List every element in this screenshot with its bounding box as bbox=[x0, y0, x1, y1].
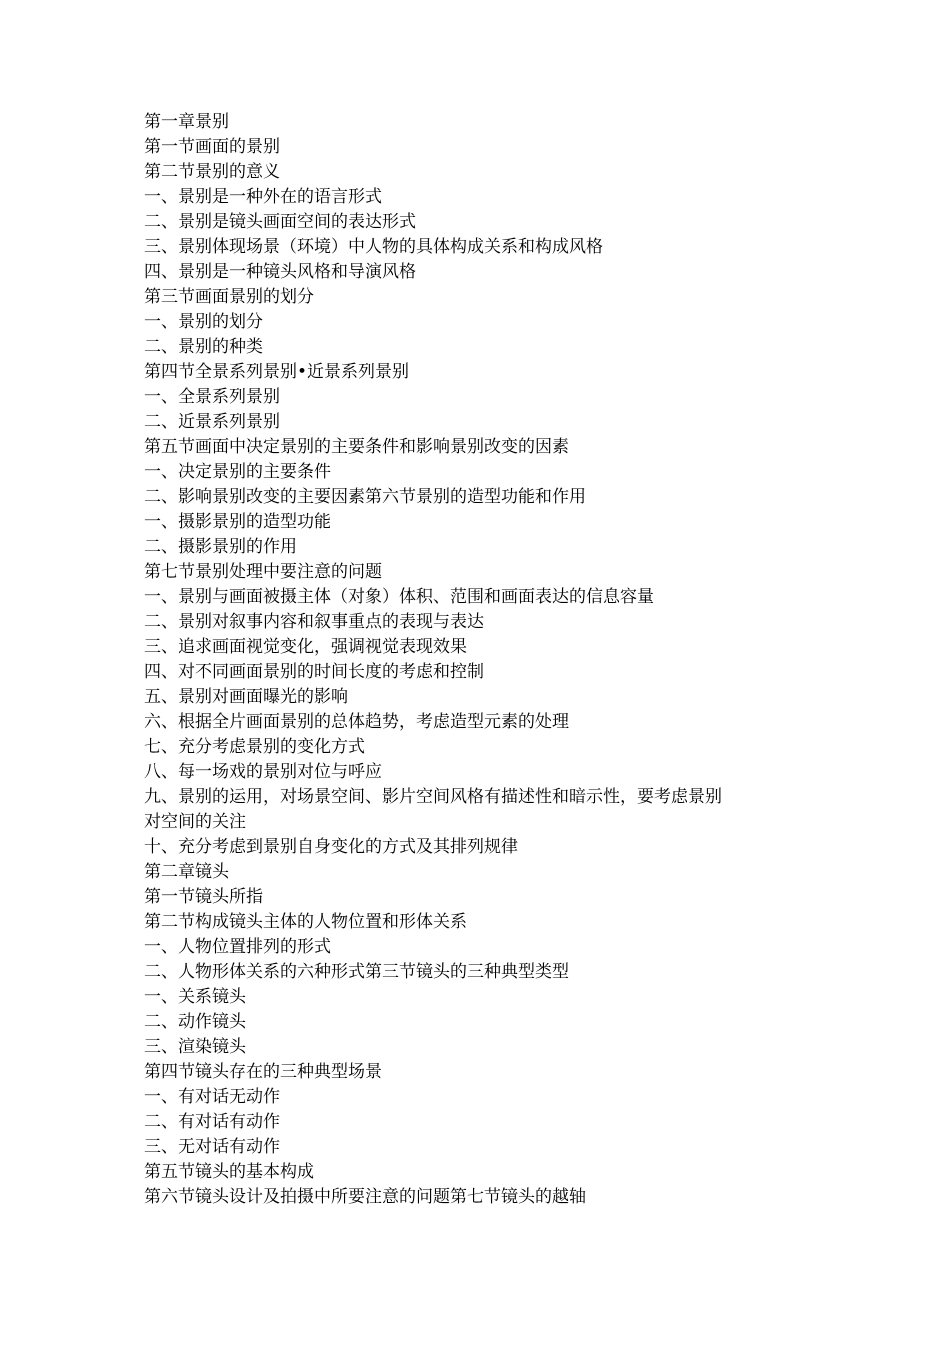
section-heading: 第七节景别处理中要注意的问题 bbox=[144, 562, 382, 582]
list-item: 一、决定景别的主要条件 bbox=[144, 462, 331, 482]
section-heading: 第一节画面的景别 bbox=[144, 137, 280, 157]
list-item: 一、关系镜头 bbox=[144, 987, 246, 1007]
list-item: 二、景别对叙事内容和叙事重点的表现与表达 bbox=[144, 612, 484, 632]
list-item: 三、景别体现场景（环境）中人物的具体构成关系和构成风格 bbox=[144, 237, 603, 257]
list-item: 二、有对话有动作 bbox=[144, 1112, 280, 1132]
list-item-continuation: 对空间的关注 bbox=[144, 812, 246, 832]
section-heading: 第六节镜头设计及拍摄中所要注意的问题第七节镜头的越轴 bbox=[144, 1187, 586, 1207]
list-item: 九、景别的运用，对场景空间、影片空间风格有描述性和暗示性，要考虑景别 bbox=[144, 787, 722, 807]
chapter-heading: 第二章镜头 bbox=[144, 862, 229, 882]
section-heading: 第三节画面景别的划分 bbox=[144, 287, 314, 307]
chapter-heading: 第一章景别 bbox=[144, 112, 229, 132]
list-item: 二、影响景别改变的主要因素第六节景别的造型功能和作用 bbox=[144, 487, 586, 507]
list-item: 四、景别是一种镜头风格和导演风格 bbox=[144, 262, 416, 282]
list-item: 七、充分考虑景别的变化方式 bbox=[144, 737, 365, 757]
section-heading: 第五节镜头的基本构成 bbox=[144, 1162, 314, 1182]
list-item: 一、有对话无动作 bbox=[144, 1087, 280, 1107]
list-item: 一、景别是一种外在的语言形式 bbox=[144, 187, 382, 207]
section-heading: 第二节构成镜头主体的人物位置和形体关系 bbox=[144, 912, 467, 932]
list-item: 二、景别的种类 bbox=[144, 337, 263, 357]
list-item: 一、摄影景别的造型功能 bbox=[144, 512, 331, 532]
section-heading: 第二节景别的意义 bbox=[144, 162, 280, 182]
section-heading: 第一节镜头所指 bbox=[144, 887, 263, 907]
section-heading: 第四节镜头存在的三种典型场景 bbox=[144, 1062, 382, 1082]
list-item: 三、无对话有动作 bbox=[144, 1137, 280, 1157]
list-item: 一、人物位置排列的形式 bbox=[144, 937, 331, 957]
list-item: 十、充分考虑到景别自身变化的方式及其排列规律 bbox=[144, 837, 518, 857]
list-item: 一、全景系列景别 bbox=[144, 387, 280, 407]
list-item: 二、摄影景别的作用 bbox=[144, 537, 297, 557]
list-item: 二、景别是镜头画面空间的表达形式 bbox=[144, 212, 416, 232]
list-item: 二、动作镜头 bbox=[144, 1012, 246, 1032]
list-item: 八、每一场戏的景别对位与呼应 bbox=[144, 762, 382, 782]
list-item: 二、人物形体关系的六种形式第三节镜头的三种典型类型 bbox=[144, 962, 569, 982]
list-item: 一、景别的划分 bbox=[144, 312, 263, 332]
list-item: 三、追求画面视觉变化，强调视觉表现效果 bbox=[144, 637, 467, 657]
list-item: 三、渲染镜头 bbox=[144, 1037, 246, 1057]
list-item: 四、对不同画面景别的时间长度的考虑和控制 bbox=[144, 662, 484, 682]
list-item: 五、景别对画面曝光的影响 bbox=[144, 687, 348, 707]
list-item: 一、景别与画面被摄主体（对象）体积、范围和画面表达的信息容量 bbox=[144, 587, 654, 607]
section-heading: 第五节画面中决定景别的主要条件和影响景别改变的因素 bbox=[144, 437, 569, 457]
list-item: 二、近景系列景别 bbox=[144, 412, 280, 432]
table-of-contents bbox=[144, 110, 804, 1210]
section-heading: 第四节全景系列景别•近景系列景别 bbox=[144, 362, 410, 382]
list-item: 六、根据全片画面景别的总体趋势，考虑造型元素的处理 bbox=[144, 712, 569, 732]
